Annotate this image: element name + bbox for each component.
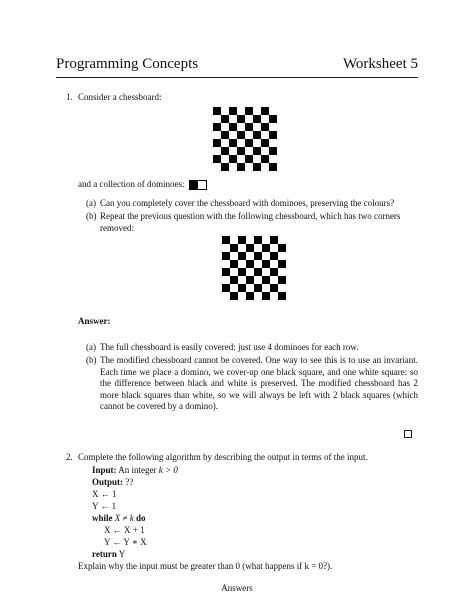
black-square (270, 236, 278, 244)
algo-return-line (92, 549, 125, 560)
white-square (270, 292, 278, 300)
black-square (230, 292, 238, 300)
white-square (222, 244, 230, 252)
white-square (237, 139, 245, 147)
white-square (221, 139, 229, 147)
return-value: Y (118, 549, 126, 559)
black-square (246, 260, 254, 268)
black-square (246, 244, 254, 252)
white-square (253, 155, 261, 163)
black-square (229, 155, 237, 163)
white-square (261, 115, 269, 123)
white-square (246, 284, 254, 292)
white-square (246, 252, 254, 260)
black-square (229, 107, 237, 115)
white-square (221, 123, 229, 131)
black-square (245, 139, 253, 147)
black-square (270, 252, 278, 260)
white-square (254, 244, 262, 252)
black-square (278, 260, 286, 268)
full-chessboard (213, 107, 277, 171)
white-square (270, 244, 278, 252)
black-square (254, 268, 262, 276)
white-square (246, 236, 254, 244)
white-square (221, 107, 229, 115)
algo-x-increment: X ← X + 1 (104, 525, 145, 535)
black-square (221, 163, 229, 171)
black-square (213, 123, 221, 131)
white-square (262, 268, 270, 276)
white-square (278, 268, 286, 276)
course-title: Programming Concepts (56, 56, 199, 72)
white-square (261, 147, 269, 155)
black-square (278, 276, 286, 284)
black-square (221, 131, 229, 139)
footer-label: Answers (221, 583, 253, 593)
black-square (261, 107, 269, 115)
white-square (213, 115, 221, 123)
white-square (222, 260, 230, 268)
white-square (238, 260, 246, 268)
white-square (245, 147, 253, 155)
white-square (253, 123, 261, 131)
while-condition: X ≠ k (114, 513, 134, 523)
input-math: k > 0 (158, 465, 178, 475)
black-square (254, 236, 262, 244)
dominoes-text: and a collection of dominoes: (78, 179, 185, 189)
black-square (230, 244, 238, 252)
white-square (269, 123, 277, 131)
q1-b-text-line2: removed: (100, 223, 134, 233)
domino-icon (189, 180, 207, 190)
q1-number: 1. (66, 92, 73, 102)
white-square (229, 115, 237, 123)
black-square (238, 252, 246, 260)
header-rule (56, 77, 418, 78)
white-square (269, 155, 277, 163)
white-square (230, 252, 238, 260)
white-square (253, 139, 261, 147)
black-square (254, 252, 262, 260)
black-square (222, 252, 230, 260)
q2-number: 2. (66, 452, 73, 462)
black-square (262, 244, 270, 252)
ans-a-text: The full chessboard is easily covered: just use 4 dominoes for each row. (100, 342, 359, 352)
ans-b-label: (b) (86, 355, 97, 365)
black-square (253, 131, 261, 139)
algo-y-init: Y ← 1 (92, 501, 117, 511)
algo-x-init: X ← 1 (92, 489, 117, 499)
worksheet-title: Worksheet 5 (342, 56, 418, 72)
black-square (237, 163, 245, 171)
white-square (245, 131, 253, 139)
input-text: An integer (118, 465, 157, 475)
return-keyword: return (92, 549, 117, 559)
q1-b-text-line1: Repeat the previous question with the following chessboard, which has two corners (100, 211, 401, 221)
white-square (238, 244, 246, 252)
black-square (213, 155, 221, 163)
white-square (253, 107, 261, 115)
black-square (254, 284, 262, 292)
black-square (221, 115, 229, 123)
black-square (229, 123, 237, 131)
white-square (221, 155, 229, 163)
white-square (245, 115, 253, 123)
q1-b-label: (b) (86, 211, 97, 221)
black-square (269, 147, 277, 155)
black-square (269, 115, 277, 123)
ans-a-label: (a) (86, 342, 96, 352)
q1-intro: Consider a chessboard: (78, 92, 162, 102)
q2-intro: Complete the following algorithm by describing the output in terms of the input. (78, 452, 368, 462)
white-square (254, 260, 262, 268)
black-square (222, 268, 230, 276)
black-square (221, 147, 229, 155)
white-square (229, 147, 237, 155)
output-keyword: Output: (92, 477, 124, 487)
white-square (230, 268, 238, 276)
white-square (254, 292, 262, 300)
white-square (230, 284, 238, 292)
white-square (278, 252, 286, 260)
answer-heading: Answer: (78, 316, 111, 326)
black-square (261, 155, 269, 163)
white-square (213, 131, 221, 139)
black-square (261, 139, 269, 147)
black-square (253, 115, 261, 123)
q1-a-label: (a) (86, 198, 96, 208)
black-square (222, 284, 230, 292)
white-square (230, 236, 238, 244)
white-square (237, 107, 245, 115)
black-square (213, 139, 221, 147)
modified-chessboard (222, 236, 286, 300)
white-square (229, 131, 237, 139)
white-square (246, 268, 254, 276)
black-square (246, 276, 254, 284)
white-square (278, 284, 286, 292)
output-text: ?? (125, 477, 134, 487)
q2-explain: Explain why the input must be greater than 0 (what happens if k = 0?). (78, 561, 333, 571)
white-square (245, 163, 253, 171)
ans-b-text: The modified chessboard cannot be covered. One way to see this is to use an invariant. Each time we place a domino, we cover-up one black square, and one white square: so the difference between black and white is preserved. The modified chessboard has 2 more black squares than white, so we will always be left with 2 black squares (which cannot be covered by a domino). (100, 355, 418, 411)
white-square (269, 107, 277, 115)
black-square (253, 163, 261, 171)
white-square (238, 292, 246, 300)
black-square (269, 163, 277, 171)
black-square (270, 268, 278, 276)
algo-while-line (92, 513, 145, 524)
black-square (237, 115, 245, 123)
black-square (253, 147, 261, 155)
black-square (237, 131, 245, 139)
black-square (238, 284, 246, 292)
white-square (270, 260, 278, 268)
black-square (246, 292, 254, 300)
black-square (222, 236, 230, 244)
algo-y-multiply: Y ← Y ∗ X (104, 537, 147, 547)
black-square (278, 244, 286, 252)
q1-a-text: Can you completely cover the chessboard with dominoes, preserving the colours? (100, 198, 395, 208)
black-square (278, 292, 286, 300)
white-square (237, 155, 245, 163)
black-square (245, 107, 253, 115)
black-square (230, 260, 238, 268)
black-square (269, 131, 277, 139)
black-square (237, 147, 245, 155)
white-square (261, 131, 269, 139)
black-square (261, 123, 269, 131)
black-square (238, 236, 246, 244)
white-square (269, 139, 277, 147)
qed-square (404, 430, 412, 438)
input-keyword: Input: (92, 465, 117, 475)
black-square (262, 276, 270, 284)
while-keyword: while (92, 513, 113, 523)
white-square (262, 252, 270, 260)
white-square (213, 163, 221, 171)
white-square (238, 276, 246, 284)
white-square (261, 163, 269, 171)
black-square (262, 260, 270, 268)
white-square (237, 123, 245, 131)
white-square (254, 276, 262, 284)
black-square (230, 276, 238, 284)
white-square (262, 284, 270, 292)
white-square (229, 163, 237, 171)
do-keyword: do (135, 513, 146, 523)
algo-output-line (92, 477, 133, 488)
black-square (270, 284, 278, 292)
q1-dominoes-line (78, 179, 207, 190)
black-square (245, 155, 253, 163)
black-square (245, 123, 253, 131)
white-square (270, 276, 278, 284)
white-square (262, 236, 270, 244)
white-square (213, 147, 221, 155)
black-square (262, 292, 270, 300)
black-square (229, 139, 237, 147)
algo-input-line (92, 465, 178, 476)
black-square (213, 107, 221, 115)
white-square (222, 276, 230, 284)
black-square (238, 268, 246, 276)
